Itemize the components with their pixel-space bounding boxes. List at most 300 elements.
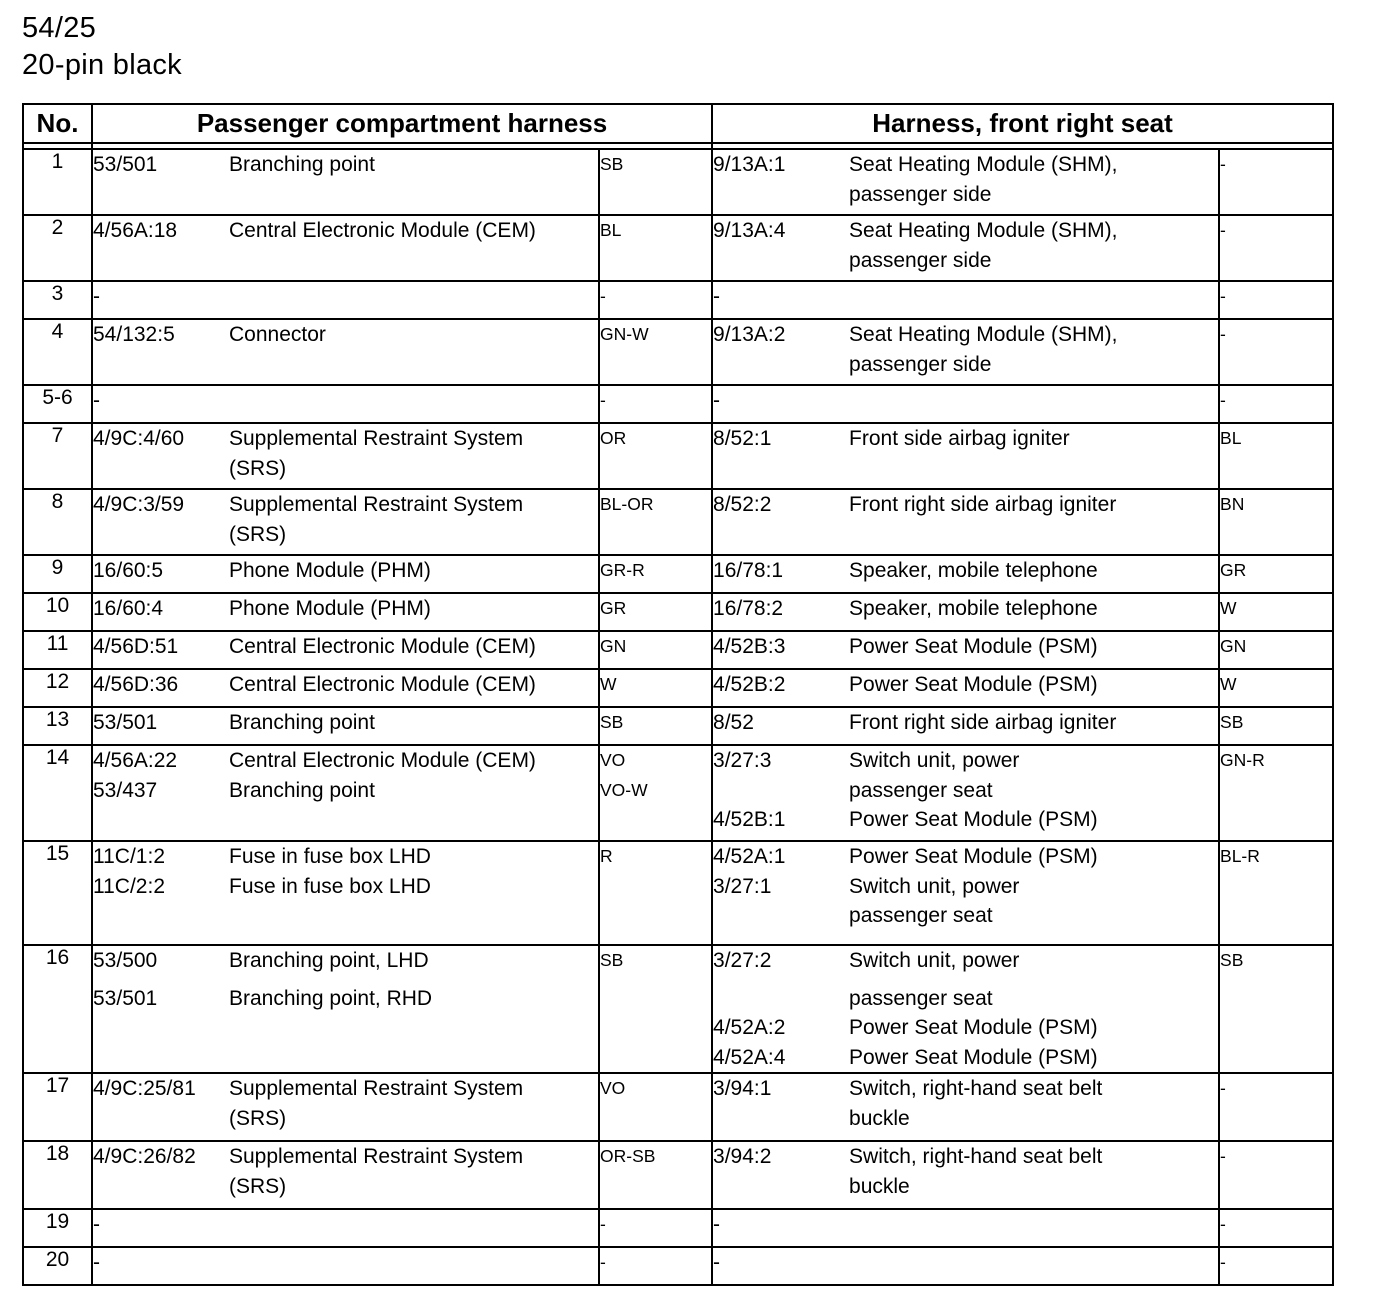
- left-component-description: [229, 386, 598, 416]
- right-component-description: Seat Heating Module (SHM),: [849, 219, 1118, 242]
- right-component-code: 3/94:2: [713, 1145, 772, 1168]
- left-component-code: 53/500: [93, 949, 158, 972]
- pin-number: 10: [23, 593, 92, 631]
- pin-number: 11: [23, 631, 92, 669]
- left-harness-line: [93, 556, 598, 586]
- right-wire-color: [1219, 215, 1333, 281]
- left-wire-color-code: -: [600, 1214, 606, 1234]
- right-harness-line: [713, 320, 1218, 350]
- pin-number: 4: [23, 319, 92, 385]
- left-harness-line: [93, 746, 598, 776]
- table-row: [23, 489, 1333, 555]
- left-component-description: Branching point: [229, 778, 375, 802]
- left-harness-cell: [92, 745, 599, 841]
- left-component-code: 53/501: [93, 711, 158, 734]
- right-component-code: -: [713, 285, 721, 308]
- right-harness-cell: [712, 1073, 1219, 1141]
- table-row: [23, 945, 1333, 1073]
- left-component-code: [93, 1104, 229, 1134]
- right-wire-color: [1219, 631, 1333, 669]
- right-wire-color: [1219, 1209, 1333, 1247]
- right-harness-line: [713, 386, 1218, 416]
- left-component-code: 4/9C:4/60: [93, 427, 185, 450]
- pin-number: 1: [23, 149, 92, 215]
- right-harness-line: [713, 424, 1218, 454]
- right-harness-line: [713, 984, 1218, 1014]
- right-wire-color-code: GN-R: [1220, 750, 1265, 770]
- left-wire-color: [599, 1209, 712, 1247]
- left-wire-color-code: OR-SB: [600, 1146, 656, 1166]
- right-component-code: 4/52B:1: [713, 808, 786, 831]
- left-component-description: Central Electronic Module (CEM): [229, 635, 536, 658]
- left-wire-color: [599, 385, 712, 423]
- right-harness-cell: [712, 489, 1219, 555]
- left-wire-color: [599, 593, 712, 631]
- right-component-description: Power Seat Module (PSM): [849, 845, 1098, 868]
- left-component-description: Branching point: [229, 153, 375, 176]
- right-component-description: Switch, right-hand seat belt: [849, 1077, 1103, 1100]
- right-component-description: passenger seat: [849, 778, 993, 802]
- right-wire-color-code: -: [1220, 1146, 1226, 1166]
- pinout-table: [22, 103, 1334, 1286]
- table-body: [23, 149, 1333, 1285]
- left-harness-line: [93, 632, 598, 662]
- table-row: [23, 385, 1333, 423]
- left-component-description: [229, 282, 598, 312]
- right-component-code: [713, 984, 849, 1014]
- left-harness-cell: [92, 593, 599, 631]
- left-component-code: 11C/2:2: [93, 874, 165, 898]
- left-harness-line: [93, 670, 598, 700]
- left-component-description: Central Electronic Module (CEM): [229, 219, 536, 242]
- left-harness-cell: [92, 1141, 599, 1209]
- right-harness-line: [713, 670, 1218, 700]
- right-wire-color: [1219, 945, 1333, 1073]
- right-component-code: 3/27:1: [713, 874, 772, 898]
- table-row: [23, 149, 1333, 215]
- right-wire-color-code: -: [1220, 154, 1226, 174]
- left-harness-cell: [92, 319, 599, 385]
- table-row: [23, 555, 1333, 593]
- left-harness-line: [93, 1172, 598, 1202]
- left-wire-color-code: BL: [600, 220, 622, 240]
- right-wire-color: [1219, 149, 1333, 215]
- right-harness-cell: [712, 215, 1219, 281]
- left-component-description: Central Electronic Module (CEM): [229, 749, 536, 772]
- column-header-left: Passenger compartment harness: [92, 104, 712, 143]
- right-harness-line: [713, 746, 1218, 776]
- right-wire-color-code: SB: [1220, 712, 1244, 732]
- right-wire-color-code: -: [1220, 220, 1226, 240]
- right-component-description: Power Seat Module (PSM): [849, 1045, 1098, 1069]
- left-harness-cell: [92, 631, 599, 669]
- right-component-code: 4/52B:3: [713, 635, 786, 658]
- left-component-code: -: [93, 285, 100, 308]
- left-component-code: 4/56D:36: [93, 673, 179, 696]
- left-harness-line: [93, 150, 598, 180]
- left-component-code: 53/437: [93, 778, 158, 802]
- right-harness-line: [713, 1013, 1218, 1043]
- right-component-description: Front side airbag igniter: [849, 427, 1070, 450]
- left-component-description: (SRS): [229, 522, 287, 546]
- right-harness-line: [713, 1248, 1218, 1278]
- right-component-code: 4/52A:4: [713, 1045, 786, 1069]
- right-component-code: [713, 246, 849, 276]
- right-component-description: buckle: [849, 1106, 910, 1130]
- left-harness-line: [93, 842, 598, 872]
- right-harness-line: [713, 842, 1218, 872]
- pin-number: 14: [23, 745, 92, 841]
- left-wire-color-code: -: [600, 390, 606, 410]
- left-wire-color: [599, 281, 712, 319]
- left-harness-cell: [92, 149, 599, 215]
- left-wire-color-code: OR: [600, 428, 627, 448]
- left-component-description: Phone Module (PHM): [229, 597, 431, 620]
- left-harness-cell: [92, 1073, 599, 1141]
- right-component-description: Switch unit, power: [849, 874, 1020, 898]
- left-component-code: 4/9C:3/59: [93, 493, 185, 516]
- left-component-description: Connector: [229, 323, 326, 346]
- left-wire-color-code: VO-W: [600, 779, 648, 800]
- left-component-code: 11C/1:2: [93, 845, 165, 868]
- right-wire-color-code: -: [1220, 1078, 1226, 1098]
- pin-number: 18: [23, 1141, 92, 1209]
- left-harness-line: [93, 1248, 598, 1278]
- pin-number: 13: [23, 707, 92, 745]
- right-harness-line: [713, 946, 1218, 976]
- table-row: [23, 1141, 1333, 1209]
- right-wire-color-code: GR: [1220, 560, 1247, 580]
- right-component-description: passenger side: [849, 352, 992, 376]
- left-component-code: [93, 520, 229, 550]
- right-component-description: passenger side: [849, 182, 992, 206]
- left-harness-line: [93, 490, 598, 520]
- right-harness-cell: [712, 593, 1219, 631]
- left-harness-line: [93, 708, 598, 738]
- right-component-code: 8/52: [713, 711, 754, 734]
- right-wire-color: [1219, 745, 1333, 841]
- left-wire-color: [599, 669, 712, 707]
- right-wire-color-code: W: [1220, 598, 1237, 618]
- right-component-description: passenger side: [849, 248, 992, 272]
- left-harness-line: [93, 520, 598, 550]
- right-component-description: Speaker, mobile telephone: [849, 597, 1098, 620]
- right-wire-color-code: SB: [1220, 950, 1244, 970]
- right-wire-color: [1219, 385, 1333, 423]
- table-row: [23, 1247, 1333, 1285]
- right-wire-color-code: -: [1220, 1214, 1226, 1234]
- left-harness-cell: [92, 707, 599, 745]
- right-wire-color-code: GN: [1220, 636, 1247, 656]
- left-wire-color-code: W: [600, 674, 617, 694]
- left-harness-line: [93, 386, 598, 416]
- left-component-code: 4/9C:25/81: [93, 1077, 196, 1100]
- left-wire-color: [599, 489, 712, 555]
- right-harness-cell: [712, 1141, 1219, 1209]
- column-header-no: No.: [23, 104, 92, 143]
- right-component-code: -: [713, 1213, 721, 1236]
- left-wire-color-code: BL-OR: [600, 494, 654, 514]
- right-component-code: 8/52:1: [713, 427, 772, 450]
- table-row: [23, 281, 1333, 319]
- right-component-description: Front right side airbag igniter: [849, 493, 1117, 516]
- right-component-description: Power Seat Module (PSM): [849, 808, 1098, 831]
- right-harness-line: [713, 246, 1218, 276]
- right-harness-cell: [712, 631, 1219, 669]
- right-wire-color-code: BL-R: [1220, 846, 1260, 866]
- pin-number: 3: [23, 281, 92, 319]
- left-wire-color-code: GR-R: [600, 560, 645, 580]
- right-wire-color: [1219, 1247, 1333, 1285]
- left-component-description: Phone Module (PHM): [229, 559, 431, 582]
- right-component-code: [713, 1172, 849, 1202]
- right-harness-cell: [712, 423, 1219, 489]
- right-component-description: Speaker, mobile telephone: [849, 559, 1098, 582]
- right-harness-line: [713, 150, 1218, 180]
- right-harness-cell: [712, 385, 1219, 423]
- right-harness-line: [713, 776, 1218, 806]
- table-row: [23, 669, 1333, 707]
- right-harness-cell: [712, 669, 1219, 707]
- right-harness-line: [713, 872, 1218, 902]
- right-component-code: 16/78:1: [713, 559, 784, 582]
- right-wire-color-code: -: [1220, 286, 1226, 306]
- left-component-description: [229, 1248, 598, 1278]
- table-row: [23, 319, 1333, 385]
- pin-number: 5-6: [23, 385, 92, 423]
- connector-description: 20-pin black: [22, 49, 182, 81]
- left-harness-line: [93, 1210, 598, 1240]
- right-harness-cell: [712, 319, 1219, 385]
- left-wire-color: [599, 631, 712, 669]
- left-wire-color: [599, 745, 712, 841]
- right-component-code: 3/27:2: [713, 949, 772, 972]
- left-wire-color-code: GN-W: [600, 324, 649, 344]
- left-wire-color-code: R: [600, 846, 613, 866]
- left-component-description: (SRS): [229, 456, 287, 480]
- table-row: [23, 593, 1333, 631]
- left-harness-cell: [92, 281, 599, 319]
- left-harness-cell: [92, 945, 599, 1073]
- right-wire-color-code: W: [1220, 674, 1237, 694]
- left-wire-color-code: VO: [600, 1078, 626, 1098]
- pin-number: 2: [23, 215, 92, 281]
- left-wire-color: [599, 945, 712, 1073]
- left-component-code: -: [93, 1213, 100, 1236]
- table-row: [23, 1209, 1333, 1247]
- right-component-description: [849, 282, 1218, 312]
- right-harness-line: [713, 805, 1218, 835]
- left-component-description: Supplemental Restraint System: [229, 1145, 524, 1168]
- right-wire-color: [1219, 423, 1333, 489]
- left-component-description: Supplemental Restraint System: [229, 1077, 524, 1100]
- right-wire-color: [1219, 1141, 1333, 1209]
- left-harness-cell: [92, 423, 599, 489]
- right-component-code: [713, 901, 849, 931]
- right-component-description: [849, 386, 1218, 416]
- left-component-code: [93, 1172, 229, 1202]
- left-harness-line: [93, 594, 598, 624]
- pin-number: 16: [23, 945, 92, 1073]
- left-harness-line: [93, 1104, 598, 1134]
- left-harness-line: [93, 1142, 598, 1172]
- left-component-code: 16/60:4: [93, 597, 164, 620]
- right-wire-color: [1219, 593, 1333, 631]
- left-wire-color: [599, 1247, 712, 1285]
- right-harness-cell: [712, 945, 1219, 1073]
- left-harness-cell: [92, 215, 599, 281]
- left-component-code: 53/501: [93, 153, 158, 176]
- left-harness-line: [93, 454, 598, 484]
- left-harness-cell: [92, 1247, 599, 1285]
- right-component-code: 4/52A:2: [713, 1016, 786, 1039]
- left-wire-color: [599, 707, 712, 745]
- left-harness-line: [93, 1074, 598, 1104]
- right-harness-cell: [712, 707, 1219, 745]
- left-component-code: -: [93, 389, 100, 412]
- right-component-code: 4/52A:1: [713, 845, 786, 868]
- left-wire-color: [599, 841, 712, 945]
- right-component-code: 4/52B:2: [713, 673, 786, 696]
- right-harness-line: [713, 1074, 1218, 1104]
- right-component-description: Switch unit, power: [849, 949, 1020, 972]
- pin-number: 19: [23, 1209, 92, 1247]
- right-harness-line: [713, 180, 1218, 210]
- right-harness-line: [713, 1142, 1218, 1172]
- right-harness-line: [713, 350, 1218, 380]
- pin-number: 9: [23, 555, 92, 593]
- left-harness-cell: [92, 669, 599, 707]
- left-component-description: Branching point, LHD: [229, 949, 429, 972]
- right-wire-color: [1219, 319, 1333, 385]
- right-component-description: Power Seat Module (PSM): [849, 1016, 1098, 1039]
- right-wire-color-code: -: [1220, 324, 1226, 344]
- right-wire-color: [1219, 841, 1333, 945]
- left-component-description: [229, 1210, 598, 1240]
- right-component-code: [713, 350, 849, 380]
- right-harness-line: [713, 708, 1218, 738]
- right-component-code: 3/94:1: [713, 1077, 772, 1100]
- left-wire-color-code: GR: [600, 598, 627, 618]
- left-wire-color: [599, 1141, 712, 1209]
- pin-number: 17: [23, 1073, 92, 1141]
- left-component-description: Fuse in fuse box LHD: [229, 845, 431, 868]
- left-component-code: 54/132:5: [93, 323, 175, 346]
- right-harness-cell: [712, 841, 1219, 945]
- right-harness-line: [713, 901, 1218, 931]
- right-wire-color: [1219, 555, 1333, 593]
- right-harness-cell: [712, 149, 1219, 215]
- table-row: [23, 1073, 1333, 1141]
- right-harness-line: [713, 282, 1218, 312]
- pin-number: 8: [23, 489, 92, 555]
- right-harness-line: [713, 1104, 1218, 1134]
- right-wire-color: [1219, 489, 1333, 555]
- right-component-code: -: [713, 1251, 721, 1274]
- right-component-description: passenger seat: [849, 986, 993, 1010]
- left-component-description: (SRS): [229, 1106, 287, 1130]
- table-row: [23, 215, 1333, 281]
- right-component-code: 9/13A:2: [713, 323, 786, 346]
- pin-number: 20: [23, 1247, 92, 1285]
- right-wire-color-code: -: [1220, 390, 1226, 410]
- pin-number: 7: [23, 423, 92, 489]
- left-component-description: Branching point, RHD: [229, 986, 433, 1010]
- right-wire-color: [1219, 1073, 1333, 1141]
- right-wire-color-code: BN: [1220, 494, 1245, 514]
- left-wire-color-code: VO: [600, 750, 626, 770]
- right-harness-cell: [712, 1247, 1219, 1285]
- table-row: [23, 707, 1333, 745]
- left-wire-color: [599, 1073, 712, 1141]
- right-component-description: Power Seat Module (PSM): [849, 673, 1098, 696]
- left-wire-color: [599, 319, 712, 385]
- left-component-code: 53/501: [93, 986, 158, 1010]
- left-component-description: (SRS): [229, 1174, 287, 1198]
- left-component-code: 16/60:5: [93, 559, 164, 582]
- right-component-description: Switch, right-hand seat belt: [849, 1145, 1103, 1168]
- left-harness-line: [93, 946, 598, 976]
- right-harness-line: [713, 1210, 1218, 1240]
- right-component-description: Switch unit, power: [849, 749, 1020, 772]
- right-wire-color: [1219, 707, 1333, 745]
- left-wire-color-code: GN: [600, 636, 627, 656]
- right-harness-cell: [712, 1209, 1219, 1247]
- left-wire-color: [599, 215, 712, 281]
- left-wire-color-code: SB: [600, 712, 624, 732]
- left-harness-line: [93, 216, 598, 246]
- left-component-description: Supplemental Restraint System: [229, 427, 524, 450]
- left-component-code: [93, 454, 229, 484]
- left-wire-color-code: -: [600, 1252, 606, 1272]
- right-harness-line: [713, 216, 1218, 246]
- right-component-code: -: [713, 389, 721, 412]
- right-harness-cell: [712, 281, 1219, 319]
- left-harness-cell: [92, 841, 599, 945]
- table-row: [23, 745, 1333, 841]
- left-component-code: -: [93, 1251, 100, 1274]
- pin-number: 12: [23, 669, 92, 707]
- left-component-code: 4/56A:22: [93, 749, 178, 772]
- right-wire-color: [1219, 669, 1333, 707]
- right-component-code: 8/52:2: [713, 493, 772, 516]
- left-harness-cell: [92, 385, 599, 423]
- left-wire-color: [599, 555, 712, 593]
- right-component-description: buckle: [849, 1174, 910, 1198]
- table-row: [23, 841, 1333, 945]
- left-component-code: 4/56D:51: [93, 635, 179, 658]
- right-component-code: [713, 180, 849, 210]
- right-wire-color-code: BL: [1220, 428, 1242, 448]
- left-wire-color: [599, 423, 712, 489]
- left-component-description: Supplemental Restraint System: [229, 493, 524, 516]
- connector-id: 54/25: [22, 12, 97, 44]
- left-component-description: Fuse in fuse box LHD: [229, 874, 431, 898]
- right-harness-cell: [712, 745, 1219, 841]
- left-harness-line: [93, 424, 598, 454]
- left-wire-color-code: -: [600, 286, 606, 306]
- right-component-description: Front right side airbag igniter: [849, 711, 1117, 734]
- right-harness-line: [713, 632, 1218, 662]
- left-harness-cell: [92, 1209, 599, 1247]
- right-component-description: Seat Heating Module (SHM),: [849, 153, 1118, 176]
- right-component-code: 3/27:3: [713, 749, 772, 772]
- left-component-description: Central Electronic Module (CEM): [229, 673, 536, 696]
- left-harness-line: [93, 984, 598, 1014]
- pin-number: 15: [23, 841, 92, 945]
- right-component-code: 16/78:2: [713, 597, 784, 620]
- left-harness-line: [93, 776, 598, 806]
